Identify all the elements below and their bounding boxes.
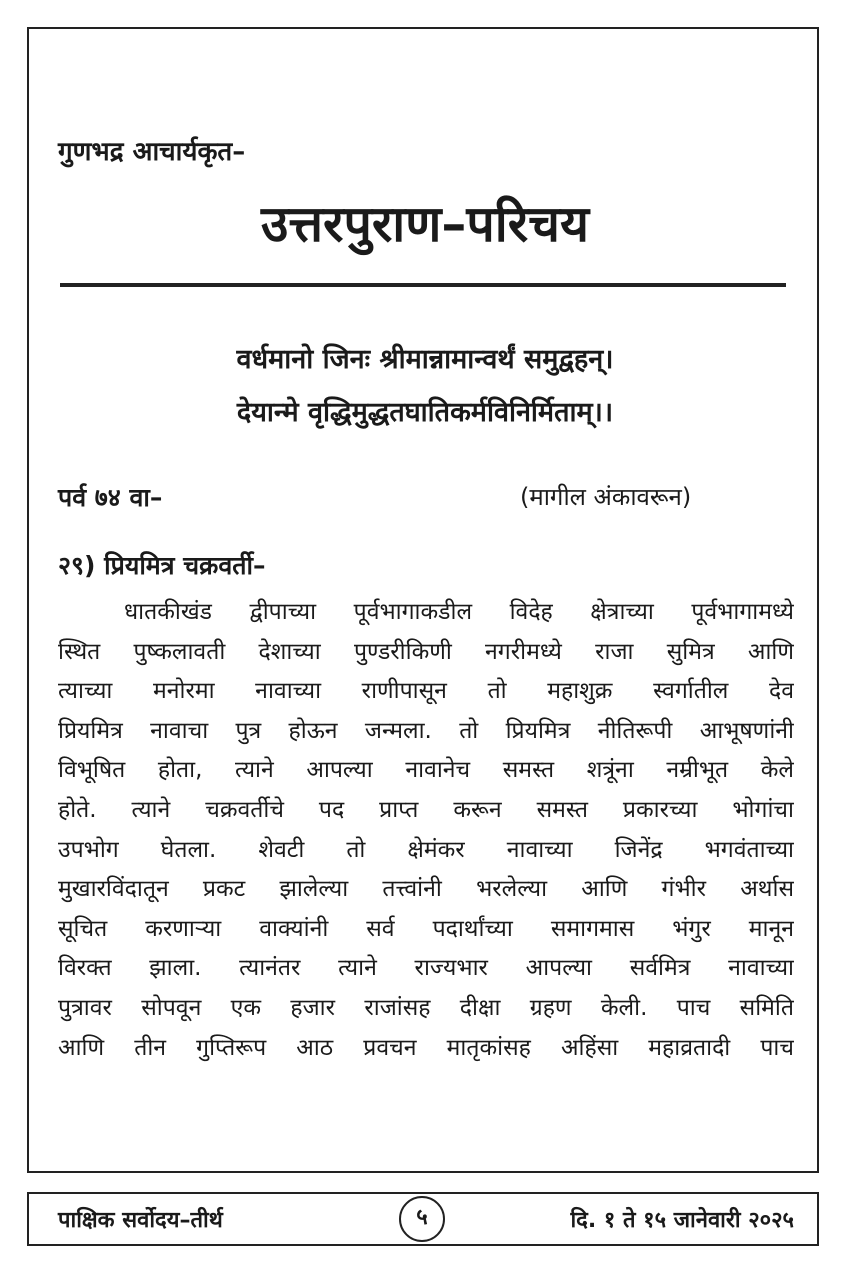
chapter-label: पर्व ७४ वा–	[58, 483, 163, 512]
body-line: विभूषित होता, त्याने आपल्या नावानेच समस्त शत्रूंना नम्रीभूत केले	[58, 757, 794, 784]
page-title: उत्तरपुराण–परिचय	[261, 195, 589, 253]
body-line: सूचित करणाऱ्या वाक्यांनी सर्व पदार्थांच्या समागमास भंगुर मानून	[58, 915, 794, 942]
verse-line-2: देयान्मे वृद्धिमुद्धतघातिकर्मविनिर्मिताम्।।	[236, 397, 614, 428]
page-number: ५	[399, 1196, 445, 1242]
body-line: पुत्रावर सोपवून एक हजार राजांसह दीक्षा ग्रहण केली. पाच समिति	[58, 994, 794, 1021]
title-divider	[60, 283, 786, 287]
body-line: विरक्त झाला. त्यानंतर त्याने राज्यभार आपल्या सर्वमित्र नावाच्या	[58, 955, 794, 982]
continued-note: (मागील अंकावरून)	[520, 483, 692, 511]
section-heading: २९) प्रियमित्र चक्रवर्ती–	[58, 551, 266, 580]
body-line: आणि तीन गुप्तिरूप आठ प्रवचन मातृकांसह अहिंसा महाव्रतादी पाच	[58, 1034, 794, 1061]
body-line: धातकीखंड द्वीपाच्या पूर्वभागाकडील विदेह क्षेत्राच्या पूर्वभागामध्ये	[124, 599, 794, 625]
body-paragraph	[58, 593, 794, 1068]
verse-line-1: वर्धमानो जिनः श्रीमान्नामान्वर्थं समुद्वहन्।	[236, 344, 614, 375]
body-line: मुखारविंदातून प्रकट झालेल्या तत्त्वांनी भरलेल्या आणि गंभीर अर्थास	[58, 876, 794, 903]
body-line: स्थित पुष्कलावती देशाच्या पुण्डरीकिणी नगरीमध्ये राजा सुमित्र आणि	[58, 638, 794, 665]
body-line: होते. त्याने चक्रवर्तीचे पद प्राप्त करून समस्त प्रकारच्या भोगांचा	[58, 796, 794, 823]
body-line: उपभोग घेतला. शेवटी तो क्षेमंकर नावाच्या जिनेंद्र भगवंताच्या	[58, 836, 794, 863]
body-line: प्रियमित्र नावाचा पुत्र होऊन जन्मला. तो प्रियमित्र नीतिरूपी आभूषणांनी	[58, 717, 794, 744]
author-subtitle: गुणभद्र आचार्यकृत–	[58, 137, 246, 167]
publication-name: पाक्षिक सर्वोदय–तीर्थ	[58, 1208, 223, 1233]
body-line: त्याच्या मनोरमा नावाच्या राणीपासून तो महाशुक्र स्वर्गातील देव	[58, 678, 794, 705]
issue-date: दि. १ ते १५ जानेवारी २०२५	[570, 1208, 794, 1233]
